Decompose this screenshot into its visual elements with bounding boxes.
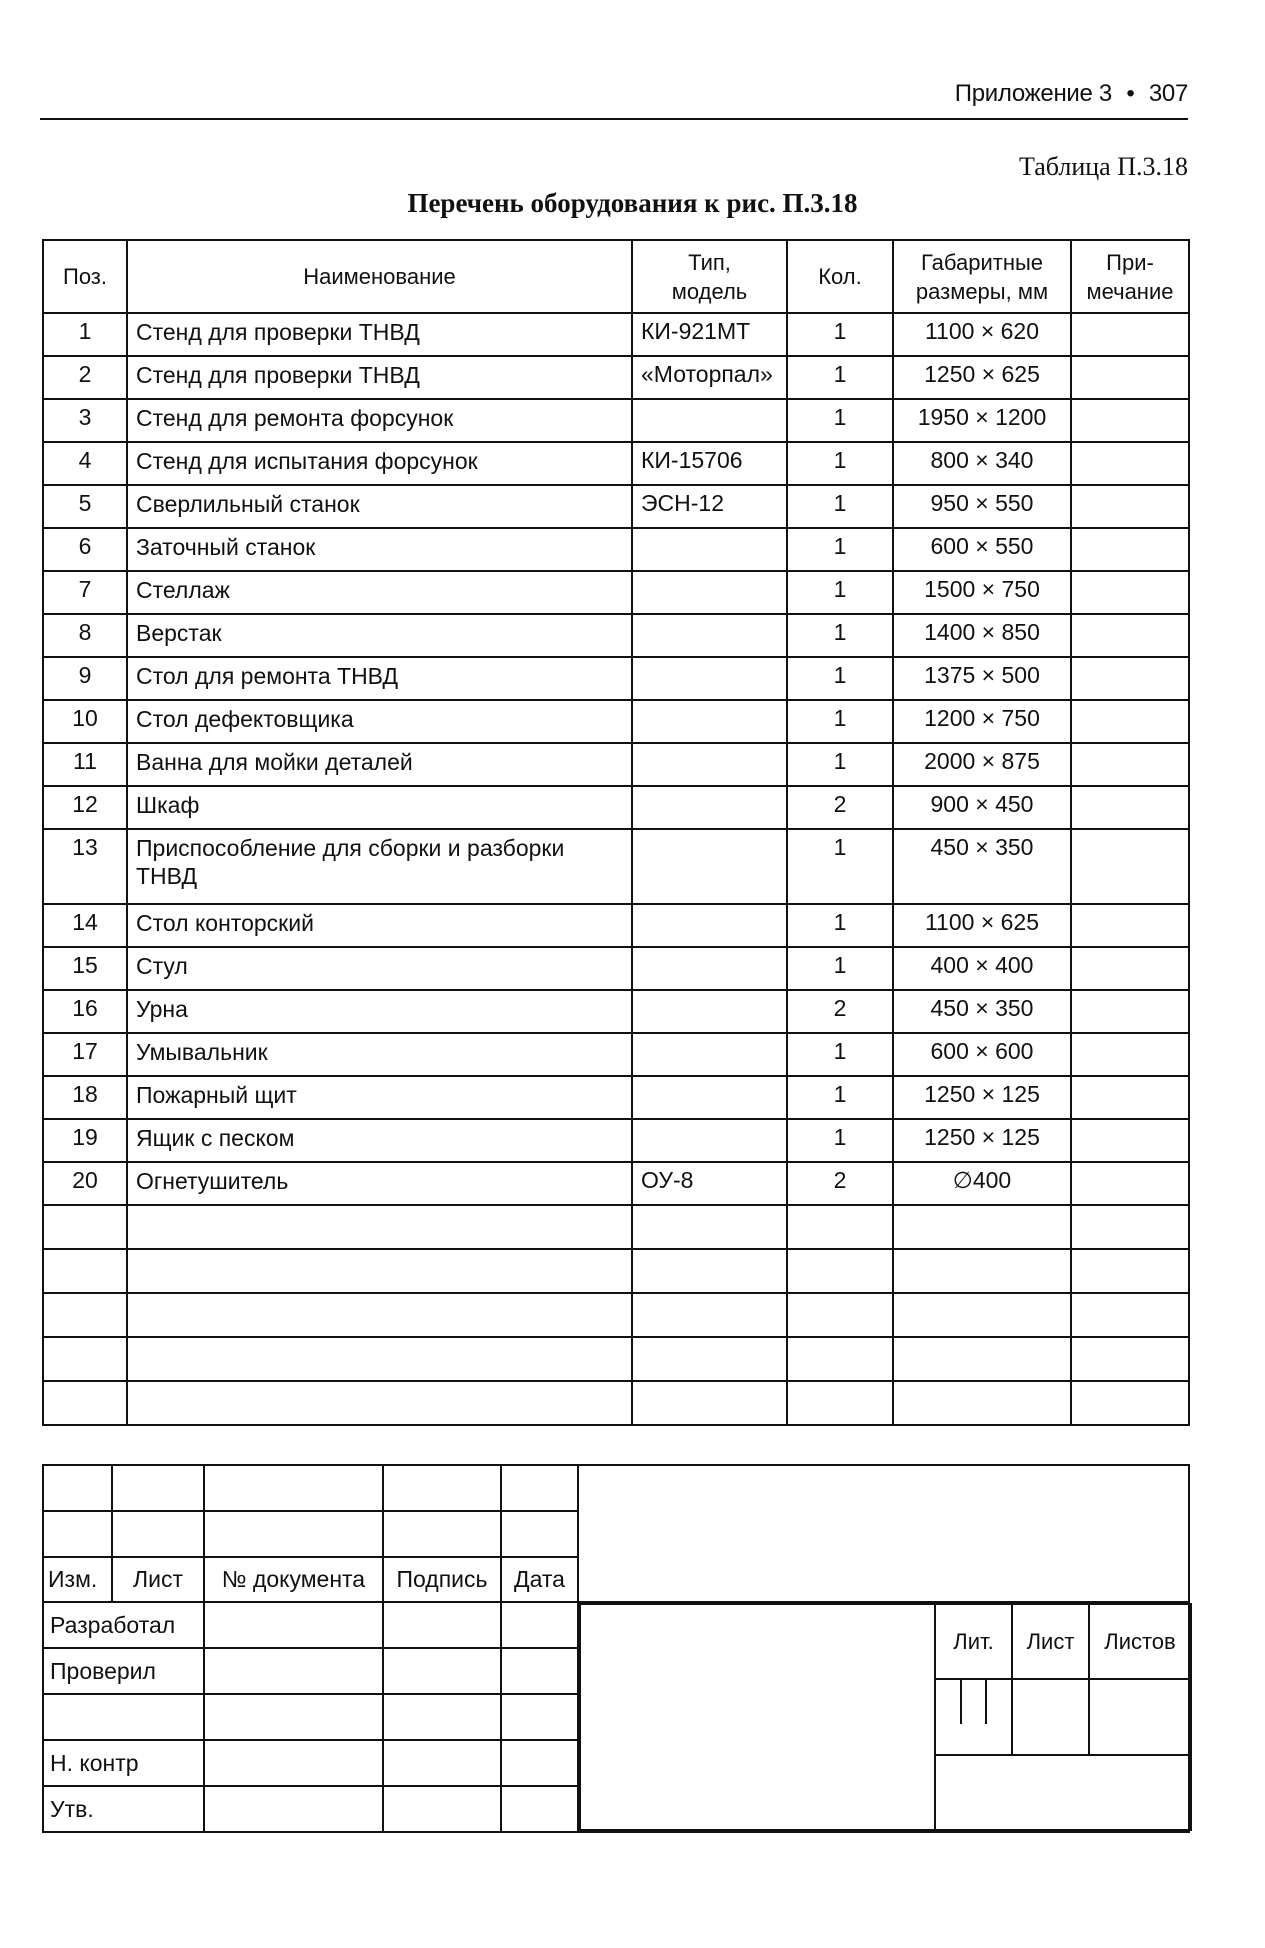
empty-cell [127, 1337, 632, 1381]
stamp-cell [43, 1694, 204, 1740]
cell-pos: 2 [43, 356, 127, 399]
cell-note [1071, 442, 1189, 485]
cell-name: Пожарный щит [127, 1076, 632, 1119]
empty-row [43, 1381, 1189, 1425]
empty-cell [1071, 1293, 1189, 1337]
cell-qty: 1 [787, 356, 893, 399]
empty-cell [632, 1249, 787, 1293]
empty-cell [893, 1293, 1071, 1337]
empty-cell [787, 1337, 893, 1381]
cell-name: Стенд для проверки ТНВД [127, 356, 632, 399]
cell-name: Умывальник [127, 1033, 632, 1076]
table-caption: Таблица П.3.18 [1019, 152, 1188, 181]
cell-note [1071, 528, 1189, 571]
table-row [43, 1162, 1189, 1205]
empty-cell [893, 1381, 1071, 1425]
cell-pos: 12 [43, 786, 127, 829]
stamp-org-field [580, 1604, 935, 1830]
stamp-lit-cells [935, 1679, 1012, 1754]
running-head [955, 80, 1188, 108]
cell-type: КИ-921МТ [632, 313, 787, 356]
cell-dims: 1200 × 750 [893, 700, 1071, 743]
cell-dims: ∅400 [893, 1162, 1071, 1205]
col-header-pos: Поз. [43, 240, 127, 313]
cell-type [632, 399, 787, 442]
title-block [42, 1464, 1190, 1833]
cell-name: Стенд для ремонта форсунок [127, 399, 632, 442]
cell-dims: 1250 × 125 [893, 1119, 1071, 1162]
empty-cell [632, 1293, 787, 1337]
header-rule [40, 118, 1188, 120]
cell-note [1071, 1162, 1189, 1205]
table-row [43, 356, 1189, 399]
cell-pos: 7 [43, 571, 127, 614]
table-row [43, 904, 1189, 947]
table-header-row [43, 240, 1189, 313]
col-header-note [1071, 240, 1189, 313]
stamp-cell [501, 1694, 578, 1740]
cell-type [632, 1119, 787, 1162]
stamp-cell [383, 1602, 501, 1648]
stamp-cell [43, 1465, 112, 1511]
cell-note [1071, 1033, 1189, 1076]
cell-name: Верстак [127, 614, 632, 657]
stamp-cell [501, 1602, 578, 1648]
cell-dims: 1500 × 750 [893, 571, 1071, 614]
stamp-document-name-area [578, 1602, 1189, 1832]
cell-name: Стол дефектовщика [127, 700, 632, 743]
cell-pos: 6 [43, 528, 127, 571]
col-header-note-line2: мечание [1086, 278, 1174, 304]
empty-cell [632, 1381, 787, 1425]
cell-type: ЭСН-12 [632, 485, 787, 528]
cell-type [632, 947, 787, 990]
empty-cell [43, 1293, 127, 1337]
empty-cell [127, 1249, 632, 1293]
cell-name: Стеллаж [127, 571, 632, 614]
table-row [43, 829, 1189, 904]
cell-note [1071, 990, 1189, 1033]
stamp-cell [383, 1694, 501, 1740]
empty-row [43, 1337, 1189, 1381]
stamp-label-signature: Подпись [383, 1557, 501, 1602]
empty-cell [127, 1205, 632, 1249]
cell-type [632, 990, 787, 1033]
stamp-cell [383, 1511, 501, 1557]
cell-note [1071, 786, 1189, 829]
table-row [43, 990, 1189, 1033]
table-row [43, 786, 1189, 829]
empty-cell [127, 1293, 632, 1337]
empty-row [43, 1293, 1189, 1337]
cell-type [632, 743, 787, 786]
empty-cell [1071, 1381, 1189, 1425]
cell-dims: 450 × 350 [893, 990, 1071, 1033]
table-row [43, 1033, 1189, 1076]
cell-qty: 1 [787, 571, 893, 614]
cell-name: Ванна для мойки деталей [127, 743, 632, 786]
stamp-cell [501, 1786, 578, 1832]
cell-qty: 1 [787, 657, 893, 700]
cell-dims: 950 × 550 [893, 485, 1071, 528]
stamp-sheet-value [1012, 1679, 1089, 1754]
cell-type [632, 571, 787, 614]
stamp-cell [204, 1465, 383, 1511]
stamp-title-field [578, 1465, 1189, 1602]
cell-type [632, 1076, 787, 1119]
empty-cell [787, 1205, 893, 1249]
col-header-qty: Кол. [787, 240, 893, 313]
cell-qty: 2 [787, 786, 893, 829]
cell-name: Стенд для испытания форсунок [127, 442, 632, 485]
cell-dims: 800 × 340 [893, 442, 1071, 485]
stamp-cell [43, 1511, 112, 1557]
cell-dims: 450 × 350 [893, 829, 1071, 904]
cell-dims: 600 × 600 [893, 1033, 1071, 1076]
cell-pos: 4 [43, 442, 127, 485]
empty-cell [1071, 1337, 1189, 1381]
cell-pos: 14 [43, 904, 127, 947]
cell-qty: 1 [787, 442, 893, 485]
cell-note [1071, 356, 1189, 399]
section-label: Приложение 3 [954, 80, 1112, 107]
empty-row [43, 1249, 1189, 1293]
cell-note [1071, 485, 1189, 528]
empty-cell [632, 1205, 787, 1249]
cell-qty: 1 [787, 485, 893, 528]
cell-qty: 1 [787, 904, 893, 947]
cell-note [1071, 399, 1189, 442]
stamp-cell [383, 1740, 501, 1786]
cell-type: «Моторпал» [632, 356, 787, 399]
cell-qty: 1 [787, 743, 893, 786]
cell-qty: 2 [787, 990, 893, 1033]
cell-pos: 15 [43, 947, 127, 990]
stamp-lit-split [936, 1680, 1011, 1724]
cell-type [632, 1033, 787, 1076]
empty-cell [43, 1205, 127, 1249]
cell-pos: 5 [43, 485, 127, 528]
cell-qty: 1 [787, 313, 893, 356]
cell-dims: 1250 × 625 [893, 356, 1071, 399]
cell-pos: 19 [43, 1119, 127, 1162]
page-header [40, 64, 1188, 120]
cell-name: Приспособление для сборки и разборки ТНВД [127, 829, 632, 904]
cell-qty: 1 [787, 1076, 893, 1119]
stamp-label-date: Дата [501, 1557, 578, 1602]
table-row [43, 700, 1189, 743]
cell-note [1071, 700, 1189, 743]
cell-pos: 17 [43, 1033, 127, 1076]
stamp-label-approved: Утв. [43, 1786, 204, 1832]
empty-cell [43, 1381, 127, 1425]
cell-name: Стенд для проверки ТНВД [127, 313, 632, 356]
empty-cell [1071, 1205, 1189, 1249]
stamp-cell [204, 1602, 383, 1648]
stamp-label-sheet: Лист [1012, 1604, 1089, 1679]
col-header-type-line2: модель [671, 278, 748, 304]
cell-pos: 1 [43, 313, 127, 356]
empty-cell [787, 1381, 893, 1425]
stamp-label-izm: Изм. [43, 1557, 112, 1602]
stamp-cell [204, 1648, 383, 1694]
cell-type [632, 700, 787, 743]
stamp-cell [383, 1786, 501, 1832]
cell-name: Стул [127, 947, 632, 990]
cell-type [632, 657, 787, 700]
cell-pos: 10 [43, 700, 127, 743]
stamp-cell [383, 1465, 501, 1511]
col-header-dims-line2: размеры, мм [915, 278, 1049, 304]
cell-name: Урна [127, 990, 632, 1033]
table-body [43, 313, 1189, 1425]
empty-cell [893, 1249, 1071, 1293]
cell-qty: 1 [787, 700, 893, 743]
col-header-type [632, 240, 787, 313]
cell-type [632, 904, 787, 947]
table-row [43, 657, 1189, 700]
cell-note [1071, 571, 1189, 614]
stamp-cell [204, 1694, 383, 1740]
cell-note [1071, 1119, 1189, 1162]
bullet-separator: • [1126, 80, 1135, 107]
table-row [43, 571, 1189, 614]
stamp-label-developed: Разработал [43, 1602, 204, 1648]
stamp-cell [112, 1511, 204, 1557]
stamp-label-norm-control: Н. контр [43, 1740, 204, 1786]
cell-dims: 1250 × 125 [893, 1076, 1071, 1119]
cell-qty: 2 [787, 1162, 893, 1205]
table-row [43, 442, 1189, 485]
cell-type [632, 614, 787, 657]
cell-note [1071, 657, 1189, 700]
cell-dims: 1375 × 500 [893, 657, 1071, 700]
stamp-cell [383, 1648, 501, 1694]
cell-name: Огнетушитель [127, 1162, 632, 1205]
cell-pos: 13 [43, 829, 127, 904]
table-row [43, 485, 1189, 528]
stamp-cell [204, 1786, 383, 1832]
cell-qty: 1 [787, 1119, 893, 1162]
cell-dims: 900 × 450 [893, 786, 1071, 829]
stamp-label-checked: Проверил [43, 1648, 204, 1694]
stamp-cell [501, 1648, 578, 1694]
table-row [43, 1119, 1189, 1162]
empty-cell [893, 1205, 1071, 1249]
empty-cell [632, 1337, 787, 1381]
cell-type: ОУ-8 [632, 1162, 787, 1205]
cell-note [1071, 743, 1189, 786]
empty-cell [127, 1381, 632, 1425]
cell-pos: 3 [43, 399, 127, 442]
cell-name: Стол конторский [127, 904, 632, 947]
empty-cell [1071, 1249, 1189, 1293]
cell-dims: 1100 × 625 [893, 904, 1071, 947]
stamp-org-name [935, 1755, 1191, 1830]
table-row [43, 947, 1189, 990]
stamp-cell [501, 1511, 578, 1557]
cell-pos: 16 [43, 990, 127, 1033]
cell-qty: 1 [787, 399, 893, 442]
empty-cell [787, 1249, 893, 1293]
cell-note [1071, 1076, 1189, 1119]
empty-cell [43, 1337, 127, 1381]
cell-name: Стол для ремонта ТНВД [127, 657, 632, 700]
cell-note [1071, 947, 1189, 990]
cell-type [632, 829, 787, 904]
table-row [43, 743, 1189, 786]
cell-note [1071, 313, 1189, 356]
col-header-note-line1: При- [1106, 249, 1154, 275]
cell-qty: 1 [787, 829, 893, 904]
equipment-table [42, 239, 1190, 1426]
empty-row [43, 1205, 1189, 1249]
cell-dims: 1100 × 620 [893, 313, 1071, 356]
table-title: Перечень оборудования к рис. П.3.18 [407, 188, 858, 218]
stamp-sheets-value [1089, 1679, 1191, 1754]
stamp-cell [501, 1465, 578, 1511]
cell-dims: 600 × 550 [893, 528, 1071, 571]
cell-qty: 1 [787, 614, 893, 657]
cell-name: Сверлильный станок [127, 485, 632, 528]
table-row [43, 528, 1189, 571]
cell-pos: 11 [43, 743, 127, 786]
cell-type [632, 528, 787, 571]
col-header-dims [893, 240, 1071, 313]
stamp-cell [112, 1465, 204, 1511]
stamp-cell [204, 1511, 383, 1557]
cell-dims: 400 × 400 [893, 947, 1071, 990]
cell-qty: 1 [787, 528, 893, 571]
table-row [43, 614, 1189, 657]
stamp-right-block [579, 1603, 1192, 1831]
cell-note [1071, 614, 1189, 657]
cell-name: Заточный станок [127, 528, 632, 571]
table-row [43, 1076, 1189, 1119]
table-row [43, 313, 1189, 356]
cell-name: Ящик с песком [127, 1119, 632, 1162]
stamp-cell [204, 1740, 383, 1786]
stamp-label-doc-no: № документа [204, 1557, 383, 1602]
cell-dims: 1950 × 1200 [893, 399, 1071, 442]
empty-cell [43, 1249, 127, 1293]
stamp-label-lit: Лит. [935, 1604, 1012, 1679]
cell-pos: 8 [43, 614, 127, 657]
page-number: 307 [1148, 80, 1188, 107]
cell-note [1071, 904, 1189, 947]
cell-pos: 18 [43, 1076, 127, 1119]
table-row [43, 399, 1189, 442]
cell-dims: 2000 × 875 [893, 743, 1071, 786]
stamp-cell [501, 1740, 578, 1786]
empty-cell [893, 1337, 1071, 1381]
cell-qty: 1 [787, 947, 893, 990]
cell-qty: 1 [787, 1033, 893, 1076]
cell-type: КИ-15706 [632, 442, 787, 485]
stamp-label-sheets: Листов [1089, 1604, 1191, 1679]
col-header-dims-line1: Габаритные [920, 249, 1044, 275]
cell-pos: 9 [43, 657, 127, 700]
cell-type [632, 786, 787, 829]
empty-cell [787, 1293, 893, 1337]
cell-name: Шкаф [127, 786, 632, 829]
cell-note [1071, 829, 1189, 904]
cell-dims: 1400 × 850 [893, 614, 1071, 657]
stamp-label-list: Лист [112, 1557, 204, 1602]
cell-pos: 20 [43, 1162, 127, 1205]
col-header-type-line1: Тип, [688, 249, 731, 275]
col-header-name: Наименование [127, 240, 632, 313]
